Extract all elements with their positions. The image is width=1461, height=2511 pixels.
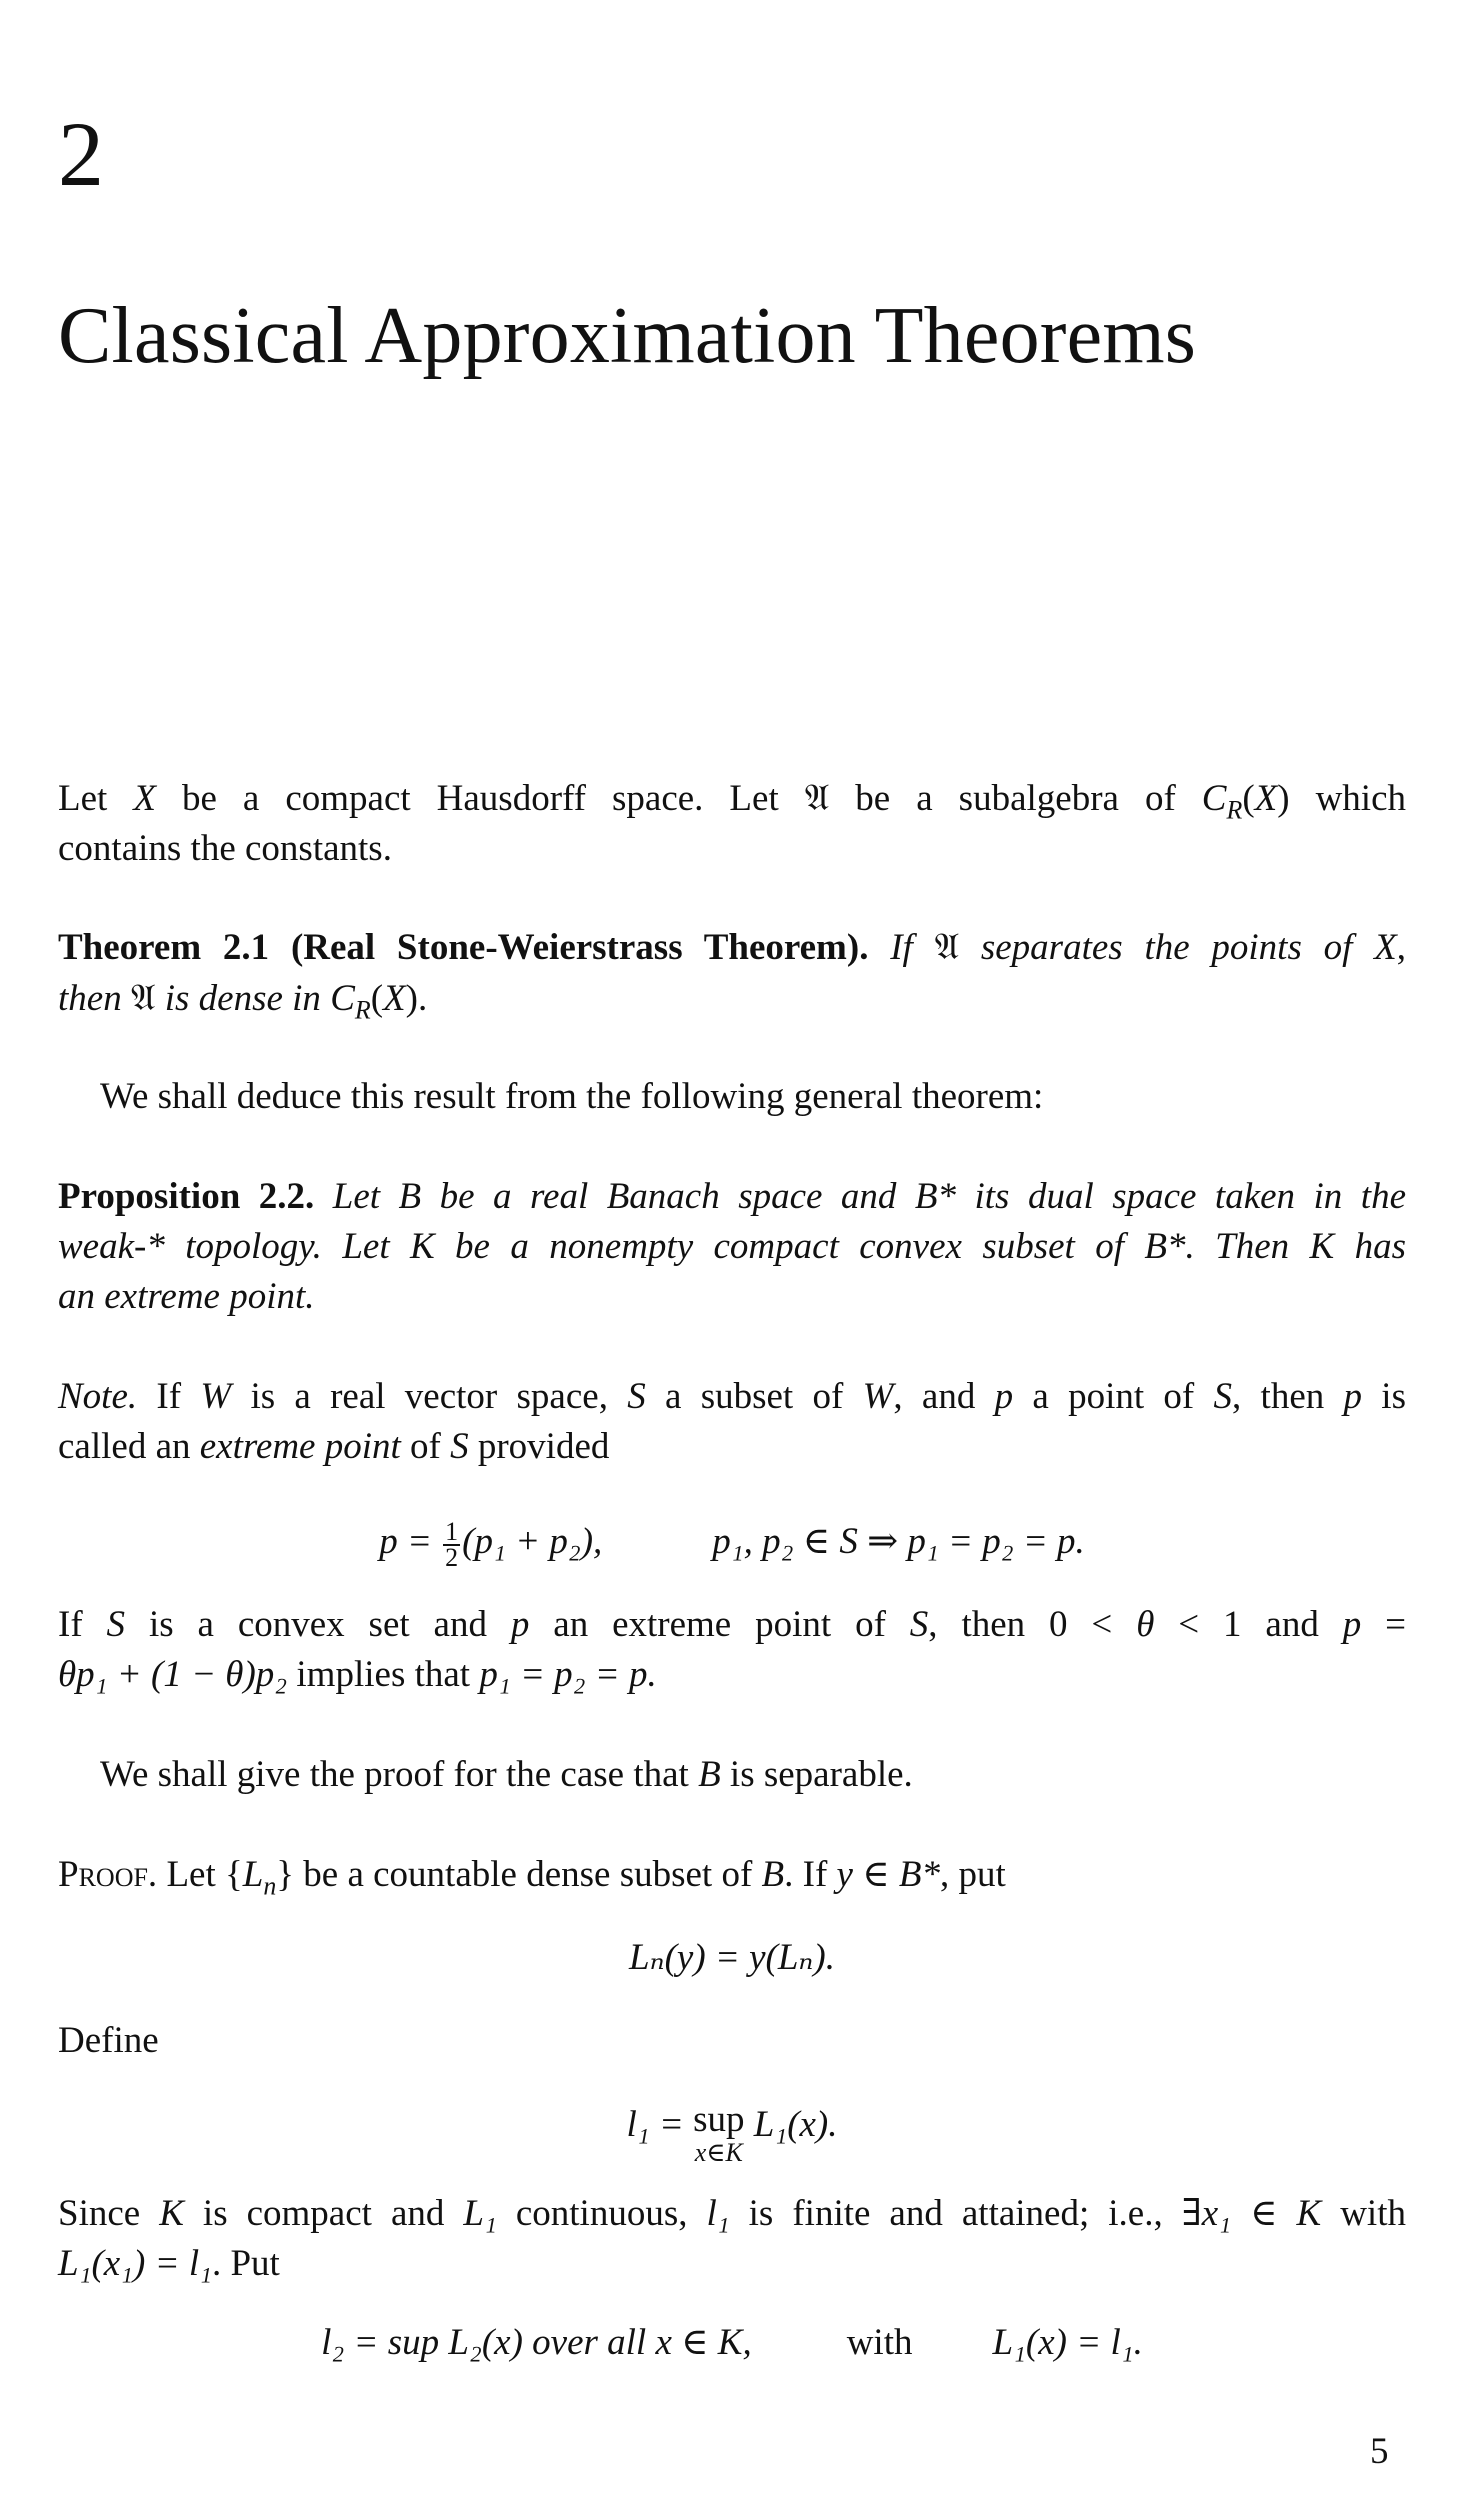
page-number: 5 <box>1370 2431 1389 2472</box>
since-line-1: Since K is compact and L₁ continuous, l₁ is finite and attained; i.e., ∃x₁ ∈ K with <box>58 2193 1406 2234</box>
note-label: Note. <box>58 1376 138 1417</box>
since-line-2: L₁(x₁) = l₁. Put <box>58 2243 280 2284</box>
equation-extreme-point: p = $\frac{1}{2}$ (p₁ + p₂), p₁, p₂ ∈ S ⇒ p₁ = p₂ = p. <box>379 1516 1085 1572</box>
note-paragraph <box>58 1372 1406 1472</box>
proposition-line-2: weak-* topology. Let K be a nonempty compact convex subset of B*. Then K has <box>58 1226 1406 1267</box>
intro-line-2: contains the constants. <box>58 828 392 869</box>
intro-line-1: Let X be a compact Hausdorff space. Let 𝔄 be a subalgebra of $C_R(X)$ which <box>58 776 1407 825</box>
proposition-line-3: an extreme point. <box>58 1276 315 1317</box>
since-paragraph <box>58 2189 1406 2289</box>
note-line-2: called an extreme point of S provided <box>58 1426 610 1467</box>
theorem-line-2: then 𝔄 is dense in $C_R(X)$. <box>58 976 428 1025</box>
define-text: Define <box>58 2020 159 2061</box>
proof-label: Proof. <box>58 1854 158 1895</box>
equation-l1: l₁ = sup x∈K L₁(x). <box>626 2099 838 2167</box>
deduce-paragraph: We shall deduce this result from the following general theorem: <box>100 1076 1044 1117</box>
equation-l2: l₂ = sup L₂(x) over all x ∈ K, with L₁(x) = l₁. <box>321 2322 1143 2363</box>
convex-paragraph <box>58 1600 1406 1700</box>
proof-paragraph: Proof. Let $\{L_n\}$ be a countable dense subset of B. If y ∈ B*, put <box>58 1854 1006 1901</box>
equation-Ln: Lₙ(y) = y(Lₙ). <box>629 1937 835 1978</box>
convex-line-1: If S is a convex set and p an extreme point of S, then 0 < θ < 1 and p = <box>58 1604 1406 1645</box>
chapter-number: 2 <box>58 103 104 205</box>
proposition-label: Proposition 2.2. <box>58 1176 315 1217</box>
proposition-2-2 <box>58 1172 1406 1322</box>
intro-paragraph <box>58 773 1406 874</box>
chapter-title: Classical Approximation Theorems <box>58 292 1197 380</box>
theorem-line-1: Theorem 2.1 (Real Stone-Weierstrass Theorem). If 𝔄 separates the points of X, <box>58 925 1407 968</box>
proposition-line-1: Proposition 2.2. Let B be a real Banach space and B* its dual space taken in the <box>58 1176 1406 1217</box>
theorem-label: Theorem 2.1 (Real Stone-Weierstrass Theorem). <box>58 927 869 968</box>
note-line-1: Note. If W is a real vector space, S a subset of W, and p a point of S, then p is <box>58 1376 1406 1417</box>
separable-paragraph: We shall give the proof for the case that B is separable. <box>100 1754 913 1795</box>
sup-operator: sup x∈K <box>693 2099 745 2167</box>
convex-line-2: θp₁ + (1 − θ)p₂ implies that p₁ = p₂ = p. <box>58 1654 657 1695</box>
theorem-2-1 <box>58 922 1406 1024</box>
fraction-one-half: $\frac{1}{2}$ <box>445 1516 459 1572</box>
